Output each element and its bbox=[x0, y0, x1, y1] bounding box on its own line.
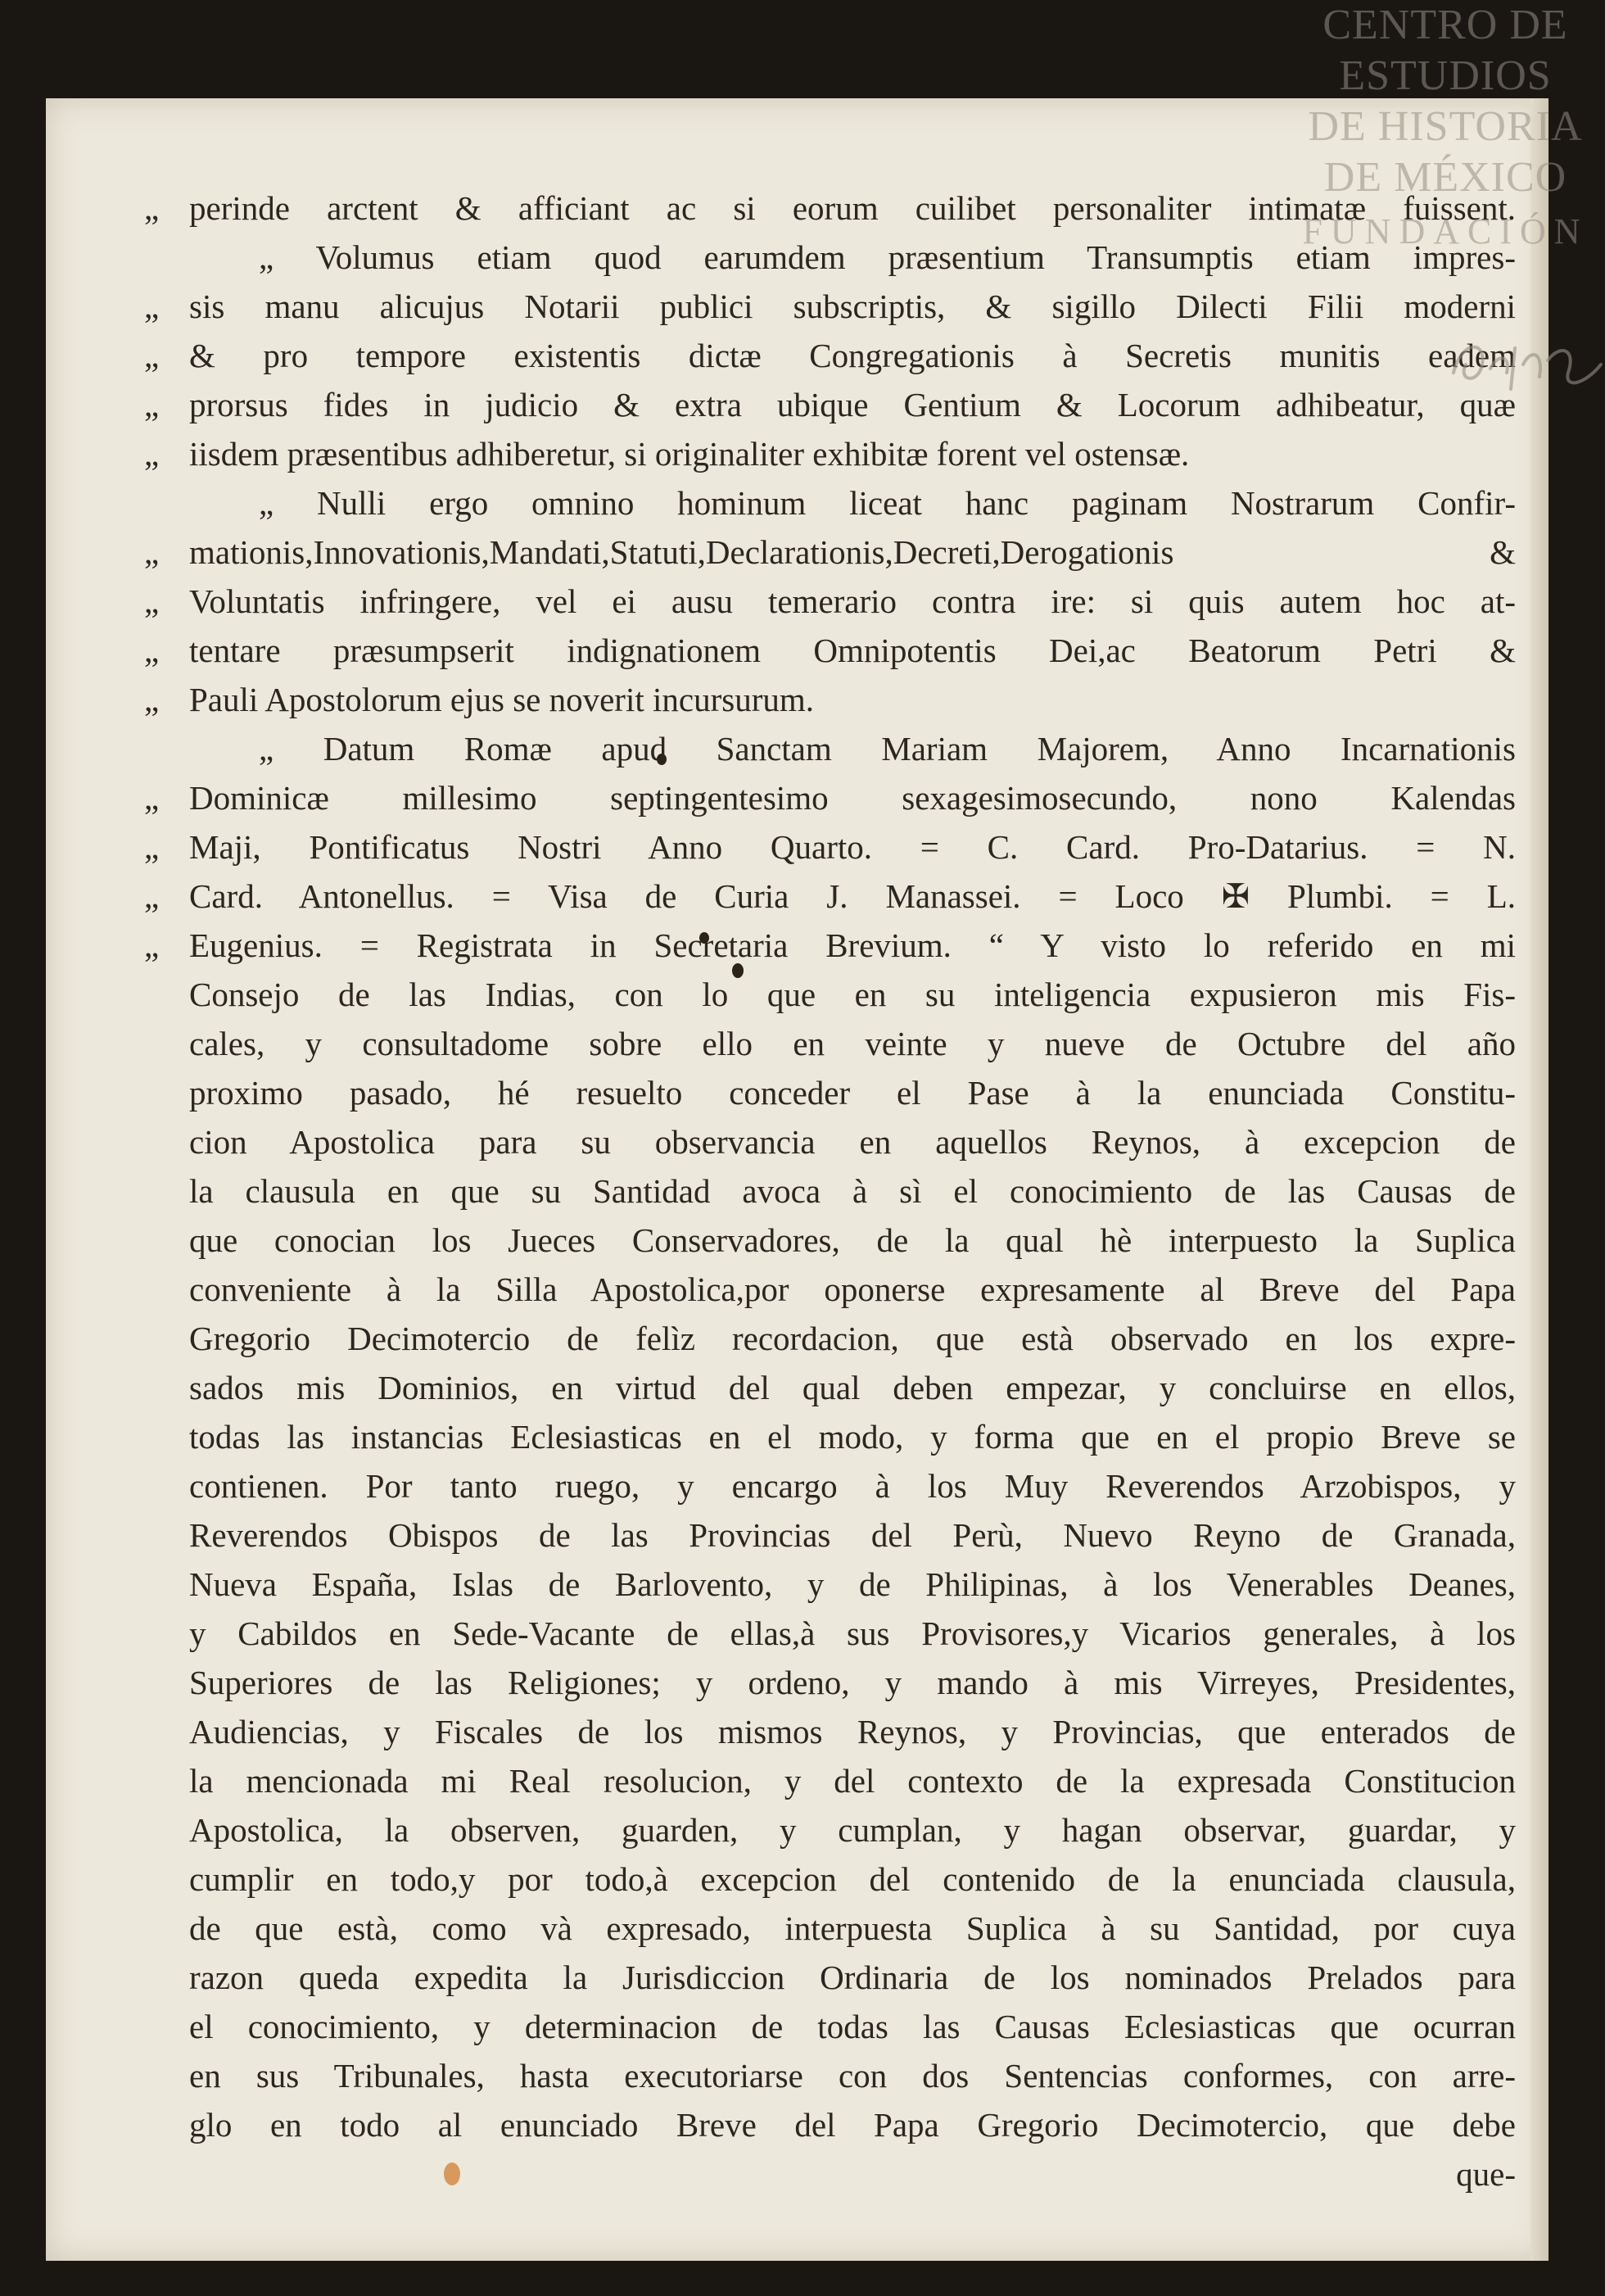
line-text: el conocimiento, y determinacion de todas las Causas Eclesiasticas que ocurran bbox=[189, 2008, 1516, 2045]
text-line bbox=[144, 773, 1516, 822]
line-text: Voluntatis infringere, vel ei ausu temerario contra ire: si quis autem hoc at- bbox=[189, 582, 1516, 620]
text-line bbox=[189, 1805, 1516, 1854]
text-line bbox=[189, 1510, 1516, 1560]
line-text: Pauli Apostolorum ejus se noverit incursurum. bbox=[189, 681, 814, 718]
line-text: „ Nulli ergo omnino hominum liceat hanc paginam Nostrarum Confir- bbox=[259, 484, 1516, 522]
watermark-line: CENTRO DE bbox=[1322, 2, 1568, 48]
line-text: tentare præsumpserit indignationem Omnipotentis Dei,ac Beatorum Petri & bbox=[189, 632, 1516, 669]
text-line bbox=[189, 1019, 1516, 1068]
page-edge bbox=[1530, 98, 1548, 2261]
line-text: Eugenius. = Registrata in Secretaria Brevium. “ Y visto lo referido en mi bbox=[189, 926, 1516, 964]
line-text: prorsus fides in judicio & extra ubique Gentium & Locorum adhibeatur, quæ bbox=[189, 386, 1516, 423]
quote-mark: „ bbox=[144, 632, 160, 669]
text-line bbox=[144, 528, 1516, 577]
text-line bbox=[189, 1265, 1516, 1314]
line-text: cales, y consultadome sobre ello en veinte y nueve de Octubre del año bbox=[189, 1025, 1516, 1062]
line-text: la mencionada mi Real resolucion, y del contexto de la expresada Constitucion bbox=[189, 1762, 1516, 1800]
line-text: „ Datum Romæ apud Sanctam Mariam Majorem, Anno Incarnationis bbox=[259, 730, 1516, 768]
text-line bbox=[189, 1117, 1516, 1166]
line-text: glo en todo al enunciado Breve del Papa Gregorio Decimotercio, que debe bbox=[189, 2106, 1516, 2144]
quote-mark: „ bbox=[144, 435, 160, 473]
text-line bbox=[189, 2051, 1516, 2100]
line-text: en sus Tribunales, hasta executoriarse con dos Sentencias conformes, con arre- bbox=[189, 2057, 1516, 2094]
text-line bbox=[144, 921, 1516, 970]
text-line bbox=[189, 1756, 1516, 1805]
document-text bbox=[144, 183, 1516, 2199]
catchword-text: que- bbox=[1456, 2155, 1516, 2193]
signature-icon bbox=[1445, 315, 1605, 405]
quote-mark: „ bbox=[144, 288, 160, 325]
archive-watermark bbox=[1286, 0, 1605, 369]
text-line bbox=[144, 577, 1516, 626]
line-text: cion Apostolica para su observancia en aquellos Reynos, à excepcion de bbox=[189, 1123, 1516, 1161]
quote-mark: „ bbox=[144, 877, 160, 915]
watermark-line: DE MÉXICO bbox=[1323, 154, 1567, 201]
watermark-line: DE HISTORIA bbox=[1308, 103, 1583, 150]
text-line bbox=[189, 1854, 1516, 1904]
quote-mark: „ bbox=[144, 533, 160, 571]
line-text: Gregorio Decimotercio de felìz recordacion, que està observado en los expre- bbox=[189, 1320, 1516, 1357]
text-line bbox=[189, 2100, 1516, 2149]
quote-mark: „ bbox=[144, 337, 160, 374]
line-text: de que està, como và expresado, interpuesta Suplica à su Santidad, por cuya bbox=[189, 1909, 1516, 1947]
line-text: mationis,Innovationis,Mandati,Statuti,Declarationis,Decreti,Derogationis & bbox=[189, 533, 1516, 571]
line-text: Maji, Pontificatus Nostri Anno Quarto. = C. Card. Pro-Datarius. = N. bbox=[189, 828, 1516, 866]
text-line bbox=[189, 724, 1516, 773]
line-text: sis manu alicujus Notarii publici subscriptis, & sigillo Dilecti Filii moderni bbox=[189, 288, 1516, 325]
line-text: cumplir en todo,y por todo,à excepcion del contenido de la enunciada clausula, bbox=[189, 1860, 1516, 1898]
catchword bbox=[189, 2149, 1516, 2199]
line-text: Nueva España, Islas de Barlovento, y de Philipinas, à los Venerables Deanes, bbox=[189, 1565, 1516, 1603]
watermark-signature bbox=[1445, 315, 1605, 405]
text-line bbox=[189, 1166, 1516, 1216]
text-line bbox=[189, 1953, 1516, 2002]
line-text: iisdem præsentibus adhiberetur, si originaliter exhibitæ forent vel ostensæ. bbox=[189, 435, 1190, 473]
text-line bbox=[144, 872, 1516, 921]
text-line bbox=[189, 1904, 1516, 1953]
text-line bbox=[144, 429, 1516, 478]
text-line bbox=[189, 970, 1516, 1019]
text-line bbox=[144, 380, 1516, 429]
text-line bbox=[189, 1363, 1516, 1412]
quote-mark: „ bbox=[144, 926, 160, 964]
text-line bbox=[189, 1461, 1516, 1510]
line-text: Card. Antonellus. = Visa de Curia J. Manassei. = Loco ✠ Plumbi. = L. bbox=[189, 877, 1516, 915]
line-text: sados mis Dominios, en virtud del qual deben empezar, y concluirse en ellos, bbox=[189, 1369, 1516, 1406]
text-line bbox=[189, 1658, 1516, 1707]
text-line bbox=[189, 478, 1516, 528]
text-line bbox=[189, 1314, 1516, 1363]
text-line bbox=[189, 1560, 1516, 1609]
line-text: conveniente à la Silla Apostolica,por oponerse expresamente al Breve del Papa bbox=[189, 1270, 1516, 1308]
quote-mark: „ bbox=[144, 189, 160, 227]
quote-mark: „ bbox=[144, 386, 160, 423]
quote-mark: „ bbox=[144, 582, 160, 620]
text-line bbox=[189, 1068, 1516, 1117]
line-text: proximo pasado, hé resuelto conceder el Pase à la enunciada Constitu- bbox=[189, 1074, 1516, 1112]
text-line bbox=[189, 1609, 1516, 1658]
text-line bbox=[189, 1216, 1516, 1265]
text-line bbox=[144, 626, 1516, 675]
line-text: Dominicæ millesimo septingentesimo sexagesimosecundo, nono Kalendas bbox=[189, 779, 1516, 817]
line-text: perinde arctent & afficiant ac si eorum cuilibet personaliter intimatæ fuissent. bbox=[189, 189, 1516, 227]
line-text: Apostolica, la observen, guarden, y cumplan, y hagan observar, guardar, y bbox=[189, 1811, 1516, 1849]
line-text: y Cabildos en Sede-Vacante de ellas,à sus Provisores,y Vicarios generales, à los bbox=[189, 1614, 1516, 1652]
line-text: Audiencias, y Fiscales de los mismos Reynos, y Provincias, que enterados de bbox=[189, 1713, 1516, 1750]
line-text: Superiores de las Religiones; y ordeno, y mando à mis Virreyes, Presidentes, bbox=[189, 1664, 1516, 1701]
quote-mark: „ bbox=[144, 681, 160, 718]
line-text: contienen. Por tanto ruego, y encargo à los Muy Reverendos Arzobispos, y bbox=[189, 1467, 1516, 1505]
line-text: la clausula en que su Santidad avoca à sì el conocimiento de las Causas de bbox=[189, 1172, 1516, 1210]
watermark-line: ESTUDIOS bbox=[1339, 52, 1552, 99]
line-text: razon queda expedita la Jurisdiccion Ordinaria de los nominados Prelados para bbox=[189, 1959, 1516, 1996]
text-line bbox=[189, 1707, 1516, 1756]
line-text: Consejo de las Indias, con lo que en su inteligencia expusieron mis Fis- bbox=[189, 976, 1516, 1013]
text-line bbox=[189, 1412, 1516, 1461]
text-line bbox=[144, 822, 1516, 872]
quote-mark: „ bbox=[144, 828, 160, 866]
text-line bbox=[144, 675, 1516, 724]
watermark-line: FUNDACIÓN bbox=[1302, 211, 1589, 251]
document-page bbox=[46, 98, 1548, 2261]
line-text: que conocian los Jueces Conservadores, de la qual hè interpuesto la Suplica bbox=[189, 1221, 1516, 1259]
quote-mark: „ bbox=[144, 779, 160, 817]
line-text: „ Volumus etiam quod earumdem præsentium Transumptis etiam impres- bbox=[259, 238, 1516, 276]
text-line bbox=[189, 2002, 1516, 2051]
line-text: todas las instancias Eclesiasticas en el modo, y forma que en el propio Breve se bbox=[189, 1418, 1516, 1456]
line-text: & pro tempore existentis dictæ Congregationis à Secretis munitis eadem bbox=[189, 337, 1516, 374]
line-text: Reverendos Obispos de las Provincias del Perù, Nuevo Reyno de Granada, bbox=[189, 1516, 1516, 1554]
